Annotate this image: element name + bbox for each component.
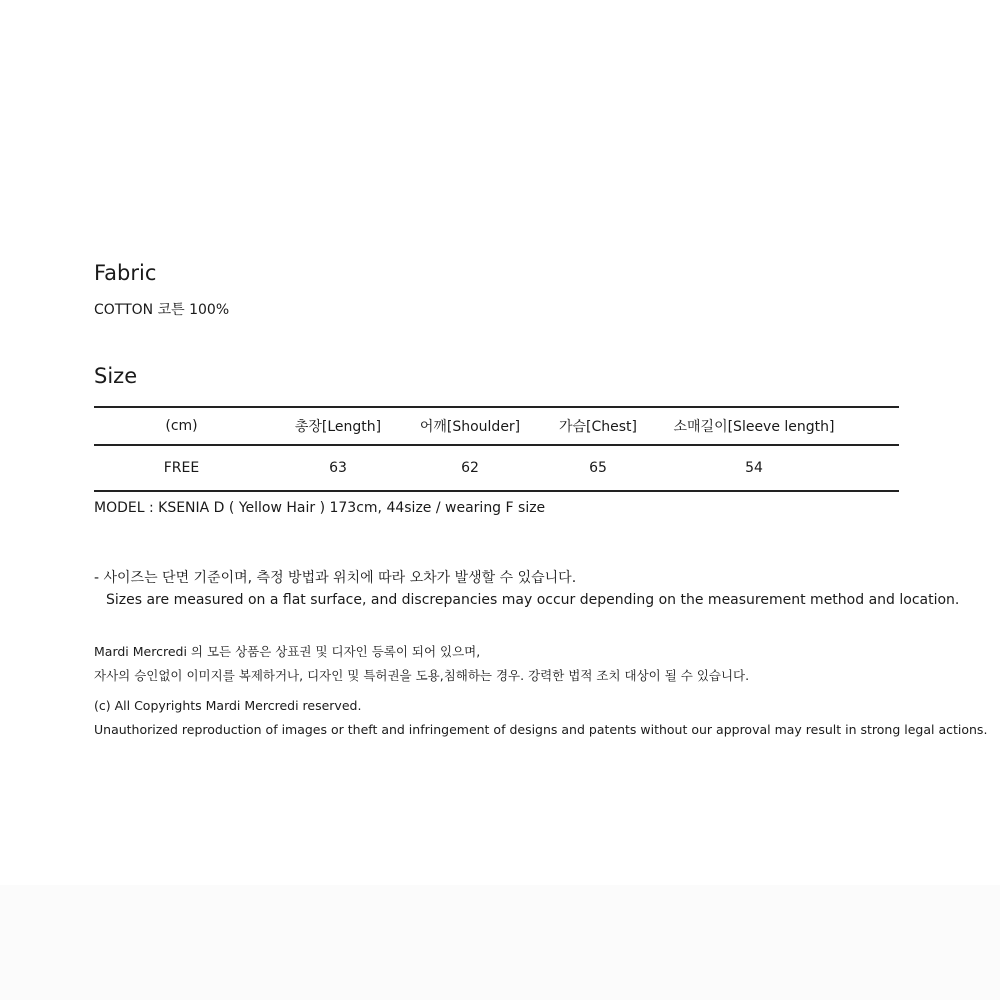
cell-size-label: FREE [94, 445, 269, 491]
column-header-sleeve-length: 소매길이[Sleeve length] [663, 407, 845, 445]
notice-line-korean: - 사이즈는 단면 기준이며, 측정 방법과 위치에 따라 오차가 발생할 수 있습니다. [94, 570, 577, 586]
size-table [94, 406, 899, 492]
size-heading: Size [94, 364, 138, 388]
cell-sleeve-length: 54 [663, 445, 845, 491]
notice-line-english: Sizes are measured on a flat surface, and discrepancies may occur depending on the measurement method and location. [106, 592, 960, 608]
column-header-chest: 가슴[Chest] [533, 407, 663, 445]
cell-length: 63 [269, 445, 407, 491]
size-table-header-row [94, 407, 899, 445]
fabric-composition: COTTON 코튼 100% [94, 302, 230, 318]
column-header-length: 총장[Length] [269, 407, 407, 445]
legal-line-1: Mardi Mercredi 의 모든 상품은 상표권 및 디자인 등록이 되어 있으며, [94, 644, 481, 659]
table-row [94, 445, 899, 491]
fabric-heading: Fabric [94, 261, 157, 285]
column-header-spacer [845, 407, 899, 445]
legal-notice [94, 640, 749, 688]
measurement-notice [94, 567, 959, 611]
cell-shoulder: 62 [407, 445, 533, 491]
cell-spacer [845, 445, 899, 491]
cell-chest: 65 [533, 445, 663, 491]
column-header-shoulder: 어깨[Shoulder] [407, 407, 533, 445]
column-header-unit: (cm) [94, 407, 269, 445]
copyright-notice [94, 694, 987, 742]
model-info: MODEL : KSENIA D ( Yellow Hair ) 173cm, 44size / wearing F size [94, 500, 546, 516]
copyright-line-2: Unauthorized reproduction of images or theft and infringement of designs and patents without our approval may result in strong legal actions. [94, 722, 988, 737]
legal-line-2: 자사의 승인없이 이미지를 복제하거나, 디자인 및 특허권을 도용,침해하는 경우. 강력한 법적 조치 대상이 될 수 있습니다. [94, 668, 750, 683]
background-band [0, 885, 1000, 1000]
copyright-line-1: (c) All Copyrights Mardi Mercredi reserved. [94, 698, 362, 713]
